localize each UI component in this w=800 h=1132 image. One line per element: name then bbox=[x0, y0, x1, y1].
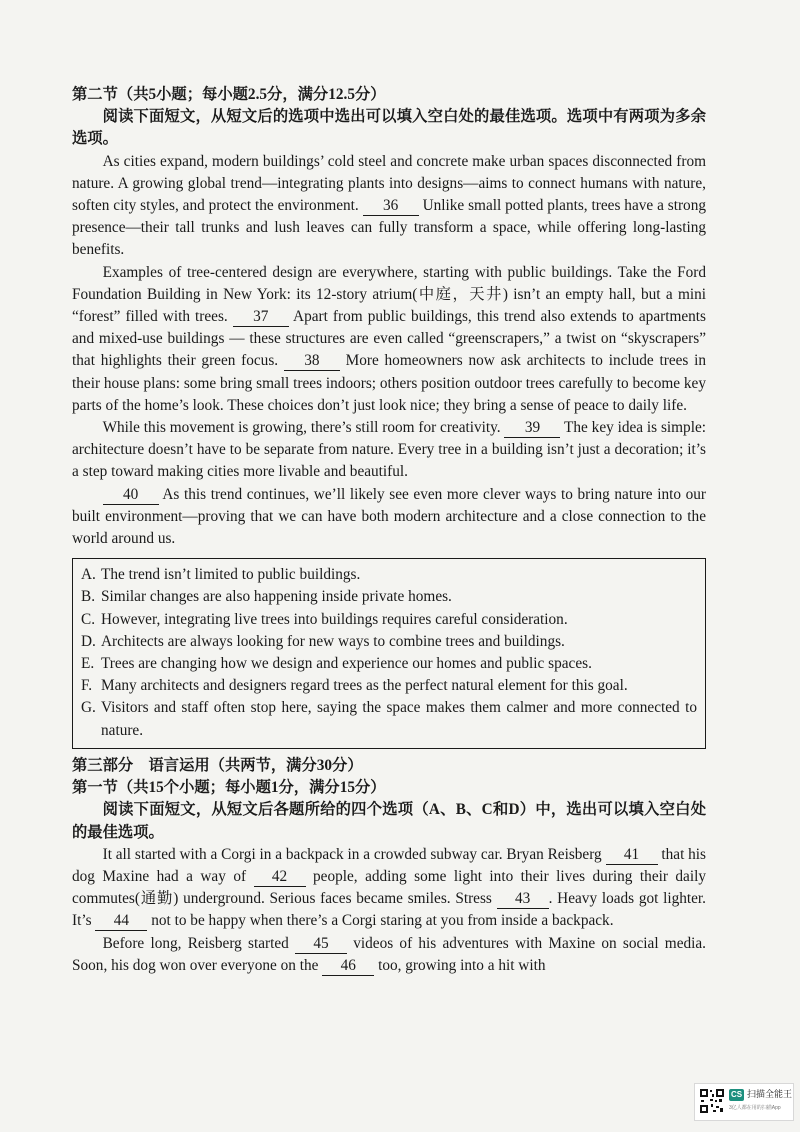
text-run: Before long, Reisberg started bbox=[102, 934, 289, 952]
answer-blank-42: 42 bbox=[254, 868, 306, 887]
answer-blank-39: 39 bbox=[504, 419, 560, 438]
text-run: Examples of tree-centered design are everywhere, starting with public buildings. Take the Ford Foundation Building in New York: its 12-story atrium(中庭，天井) isn’t an empty hall, but a mini “forest” filled with trees. bbox=[72, 263, 706, 326]
cloze-paragraph-1 bbox=[72, 844, 706, 933]
answer-blank-38: 38 bbox=[284, 352, 340, 371]
text-run: It all started with a Corgi in a backpack in a crowded subway car. Bryan Reisberg bbox=[102, 845, 602, 863]
option-text: The trend isn’t limited to public buildings. bbox=[101, 566, 361, 584]
option-text: Similar changes are also happening inside private homes. bbox=[101, 588, 452, 606]
options-box bbox=[72, 558, 706, 749]
text-run: too, growing into a hit with bbox=[378, 956, 546, 974]
option-g bbox=[81, 697, 697, 741]
watermark-app-name: 扫描全能王 bbox=[747, 1089, 793, 1099]
option-e bbox=[81, 653, 697, 675]
text-run: . Heavy loads got lighter. It’s bbox=[72, 890, 707, 930]
option-text: Architects are always looking for new ways to combine trees and buildings. bbox=[101, 632, 565, 650]
text-run: not to be happy when there’s a Corgi staring at you from inside a backpack. bbox=[151, 912, 614, 930]
text-run: As cities expand, modern buildings’ cold steel and concrete make urban spaces disconnected from nature. A growing global trend—integrating plants into designs—aims to connect humans with nature, soften city styles, and protect the environment. bbox=[72, 152, 706, 215]
answer-blank-37: 37 bbox=[233, 308, 289, 327]
text-run: videos of his adventures with Maxine on social media. Soon, his dog won over everyone on the bbox=[72, 934, 706, 974]
cloze-paragraph-2 bbox=[72, 933, 706, 977]
passage-paragraph-2 bbox=[72, 262, 706, 417]
qr-code-icon bbox=[699, 1088, 725, 1114]
option-key: C. bbox=[81, 610, 96, 628]
text-run: that his dog Maxine had a way of bbox=[72, 845, 706, 885]
text-run: As this trend continues, we’ll likely see even more clever ways to bring nature into our built environment—proving that we can have both modern architecture and a close connection to the world around us. bbox=[72, 485, 707, 548]
option-text: Many architects and designers regard trees as the perfect natural element for this goal. bbox=[101, 677, 628, 695]
option-text: However, integrating live trees into buildings requires careful consideration. bbox=[101, 610, 568, 628]
section2-instructions: 阅读下面短文，从短文后的选项中选出可以填入空白处的最佳选项。选项中有两项为多余选项。 bbox=[72, 108, 706, 148]
answer-blank-46: 46 bbox=[322, 957, 374, 976]
option-b bbox=[81, 586, 697, 608]
passage-paragraph-1 bbox=[72, 151, 706, 262]
part3-section1-heading: 第一节（共15个小题；每小题1分，满分15分） bbox=[72, 779, 386, 797]
text-run: More homeowners now ask architects to include trees in their house plans: some bring small trees indoors; others position outdoor trees carefully to become key parts of the home’s look. These choices don’t just look nice; they bring a sense of peace to daily life. bbox=[72, 352, 707, 414]
option-a bbox=[81, 564, 697, 586]
answer-blank-36: 36 bbox=[363, 197, 419, 216]
option-key: B. bbox=[81, 588, 96, 606]
option-text: Trees are changing how we design and experience our homes and public spaces. bbox=[101, 655, 592, 673]
option-text: Visitors and staff often stop here, saying the space makes them calmer and more connected to nature. bbox=[101, 699, 697, 739]
part3-heading: 第三部分 语言运用（共两节，满分30分） bbox=[72, 756, 363, 774]
passage-paragraph-3 bbox=[72, 417, 706, 484]
answer-blank-43: 43 bbox=[497, 890, 549, 909]
section2-heading: 第二节（共5小题；每小题2.5分，满分12.5分） bbox=[72, 86, 386, 103]
text-run: Unlike small potted plants, trees have a strong presence—their tall trunks and lush leaves can fully transform a space, while offering long-lasting benefits. bbox=[72, 197, 706, 259]
option-key: A. bbox=[81, 566, 96, 584]
answer-blank-44: 44 bbox=[95, 912, 147, 931]
answer-blank-41: 41 bbox=[606, 846, 658, 865]
answer-blank-40: 40 bbox=[103, 486, 159, 505]
text-run: The key idea is simple: architecture doesn’t have to be separate from nature. Every tree in a building isn’t just a decoration; it’s a step toward making cities more livable and beautiful. bbox=[72, 419, 706, 481]
text-run: While this movement is growing, there’s still room for creativity. bbox=[102, 419, 501, 437]
text-run: people, adding some light into their lives during their daily commutes(通勤) underground. Serious faces became smiles. Stress bbox=[72, 867, 706, 908]
option-d bbox=[81, 631, 697, 653]
option-key: D. bbox=[81, 632, 96, 650]
text-run: Apart from public buildings, this trend also extends to apartments and mixed-use buildings — these structures are even called “greenscrapers,” a twist on “skyscrapers” that highlights their green focus. bbox=[72, 308, 706, 370]
option-c bbox=[81, 609, 697, 631]
camscanner-logo: CS bbox=[730, 1090, 743, 1099]
option-f bbox=[81, 675, 697, 697]
answer-blank-45: 45 bbox=[295, 935, 347, 954]
watermark-subtitle: 3亿人都在用的扫描App bbox=[729, 1105, 781, 1111]
part3-instructions: 阅读下面短文，从短文后各题所给的四个选项（A、B、C和D）中，选出可以填入空白处的最佳选项。 bbox=[72, 801, 706, 841]
option-key: E. bbox=[81, 655, 95, 673]
scanner-watermark bbox=[694, 1083, 794, 1121]
option-key: G. bbox=[81, 699, 96, 717]
option-key: F. bbox=[81, 677, 93, 695]
exam-page bbox=[72, 84, 706, 977]
passage-paragraph-4 bbox=[72, 484, 706, 551]
